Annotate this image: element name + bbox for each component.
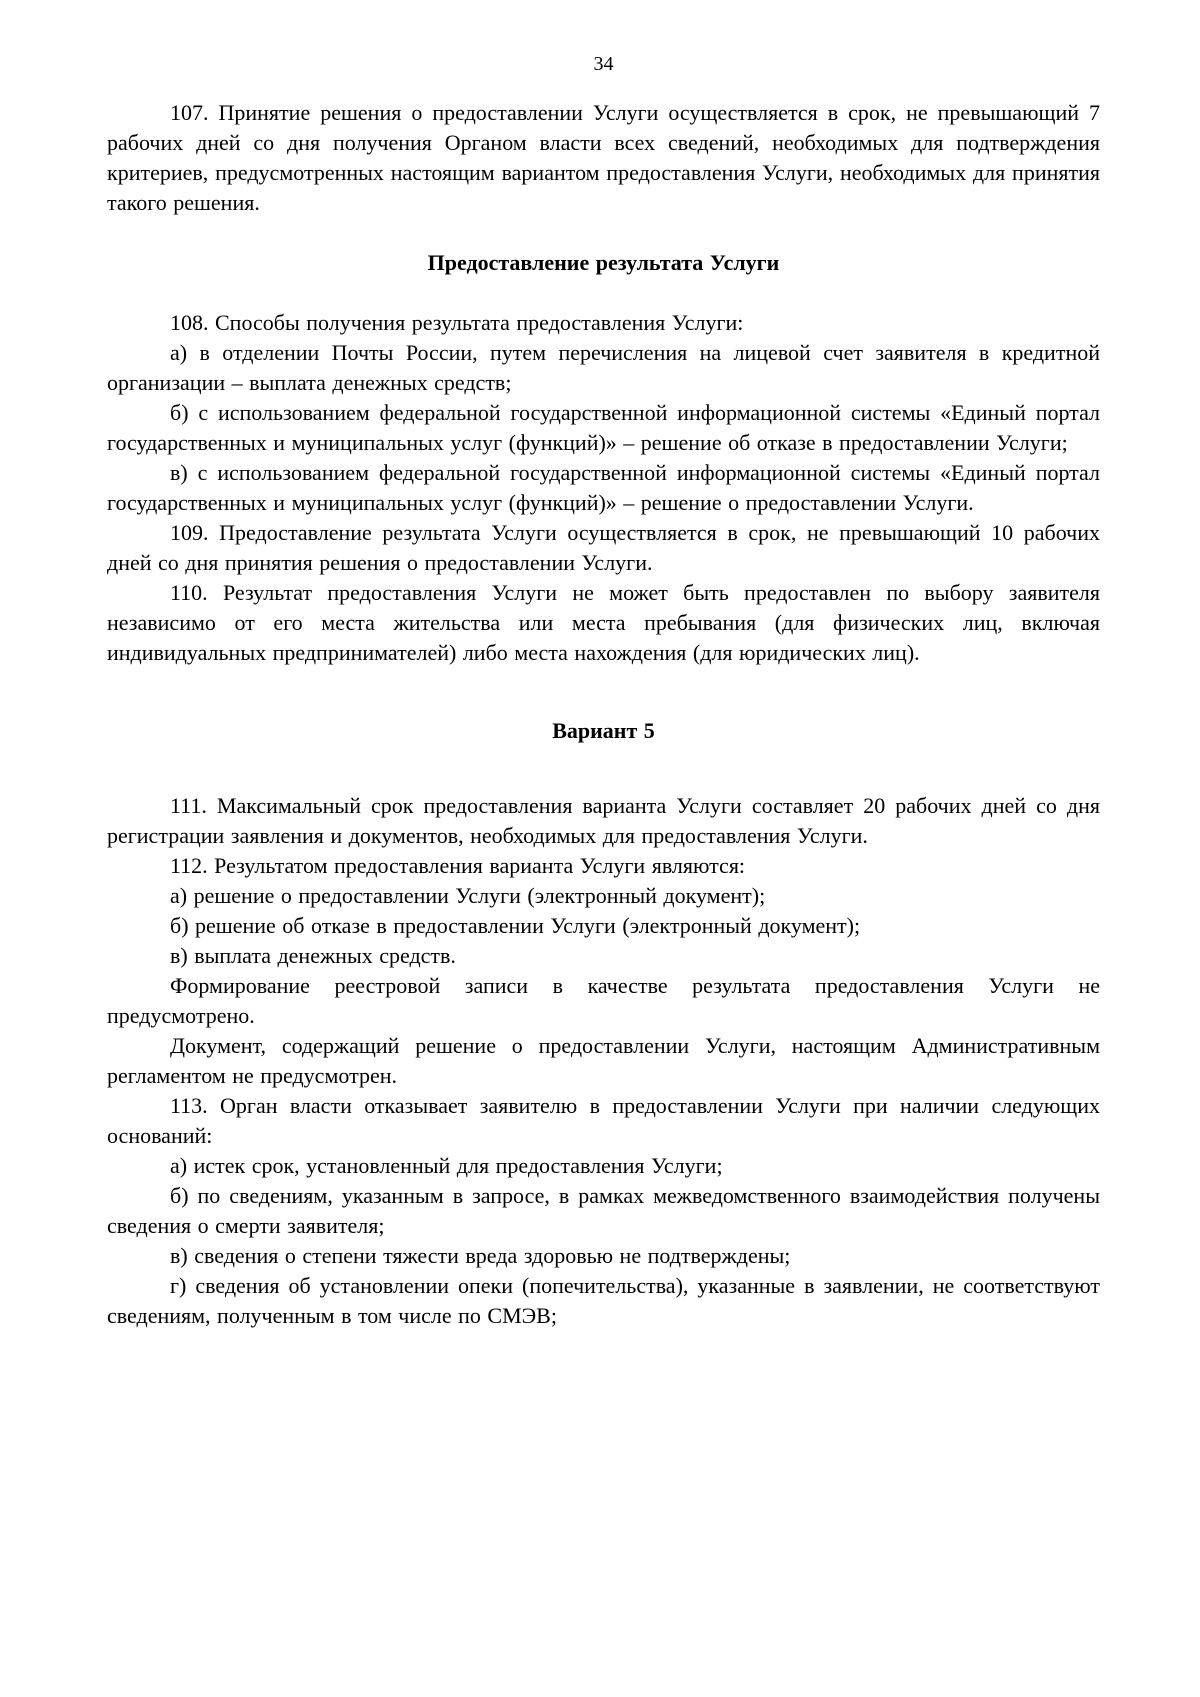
paragraph-108-item-a: а) в отделении Почты России, путем перечисления на лицевой счет заявителя в кредитной организации – выплата денежных средств; bbox=[107, 340, 1100, 395]
paragraph-112-item-b: б) решение об отказе в предоставлении Услуги (электронный документ); bbox=[170, 913, 861, 938]
paragraph-108-item-v: в) с использованием федеральной государственной информационной системы «Единый портал государственных и муниципальных услуг (функций)» – решение о предоставлении Услуги. bbox=[107, 460, 1100, 515]
section-heading-variant-5: Вариант 5 bbox=[552, 718, 655, 743]
paragraph-112: 112. Результатом предоставления варианта Услуги являются: bbox=[170, 853, 746, 878]
paragraph-109: 109. Предоставление результата Услуги осуществляется в срок, не превышающий 10 рабочих дней со дня принятия решения о предоставлении Услуги. bbox=[107, 520, 1100, 575]
paragraph-113-item-b: б) по сведениям, указанным в запросе, в рамках межведомственного взаимодействия получены сведения о смерти заявителя; bbox=[107, 1183, 1100, 1238]
paragraph-112-note-document: Документ, содержащий решение о предоставлении Услуги, настоящим Административным регламентом не предусмотрен. bbox=[107, 1033, 1100, 1088]
page-number: 34 bbox=[593, 53, 614, 75]
paragraph-113: 113. Орган власти отказывает заявителю в предоставлении Услуги при наличии следующих оснований: bbox=[107, 1093, 1100, 1148]
paragraph-113-item-a: а) истек срок, установленный для предоставления Услуги; bbox=[170, 1153, 723, 1178]
paragraph-110: 110. Результат предоставления Услуги не может быть предоставлен по выбору заявителя независимо от его места жительства или места пребывания (для физических лиц, включая индивидуальных предпринимателей) либо места нахождения (для юридических лиц). bbox=[107, 580, 1100, 665]
paragraph-108: 108. Способы получения результата предоставления Услуги: bbox=[170, 310, 744, 335]
section-heading-result-delivery: Предоставление результата Услуги bbox=[427, 250, 780, 275]
paragraph-113-item-g: г) сведения об установлении опеки (попечительства), указанные в заявлении, не соответствуют сведениям, полученным в том числе по СМЭВ; bbox=[107, 1273, 1100, 1328]
paragraph-112-item-a: а) решение о предоставлении Услуги (электронный документ); bbox=[170, 883, 766, 908]
paragraph-111: 111. Максимальный срок предоставления варианта Услуги составляет 20 рабочих дней со дня регистрации заявления и документов, необходимых для предоставления Услуги. bbox=[107, 793, 1100, 848]
paragraph-112-item-v: в) выплата денежных средств. bbox=[170, 943, 456, 968]
paragraph-113-item-v: в) сведения о степени тяжести вреда здоровью не подтверждены; bbox=[170, 1243, 791, 1268]
paragraph-107: 107. Принятие решения о предоставлении Услуги осуществляется в срок, не превышающий 7 рабочих дней со дня получения Органом власти всех сведений, необходимых для подтверждения критериев, предусмотренных настоящим вариантом предоставления Услуги, необходимых для принятия такого решения. bbox=[107, 100, 1100, 215]
paragraph-108-item-b: б) с использованием федеральной государственной информационной системы «Единый портал государственных и муниципальных услуг (функций)» – решение об отказе в предоставлении Услуги; bbox=[107, 400, 1100, 455]
paragraph-112-note-registry: Формирование реестровой записи в качестве результата предоставления Услуги не предусмотрено. bbox=[107, 973, 1100, 1028]
